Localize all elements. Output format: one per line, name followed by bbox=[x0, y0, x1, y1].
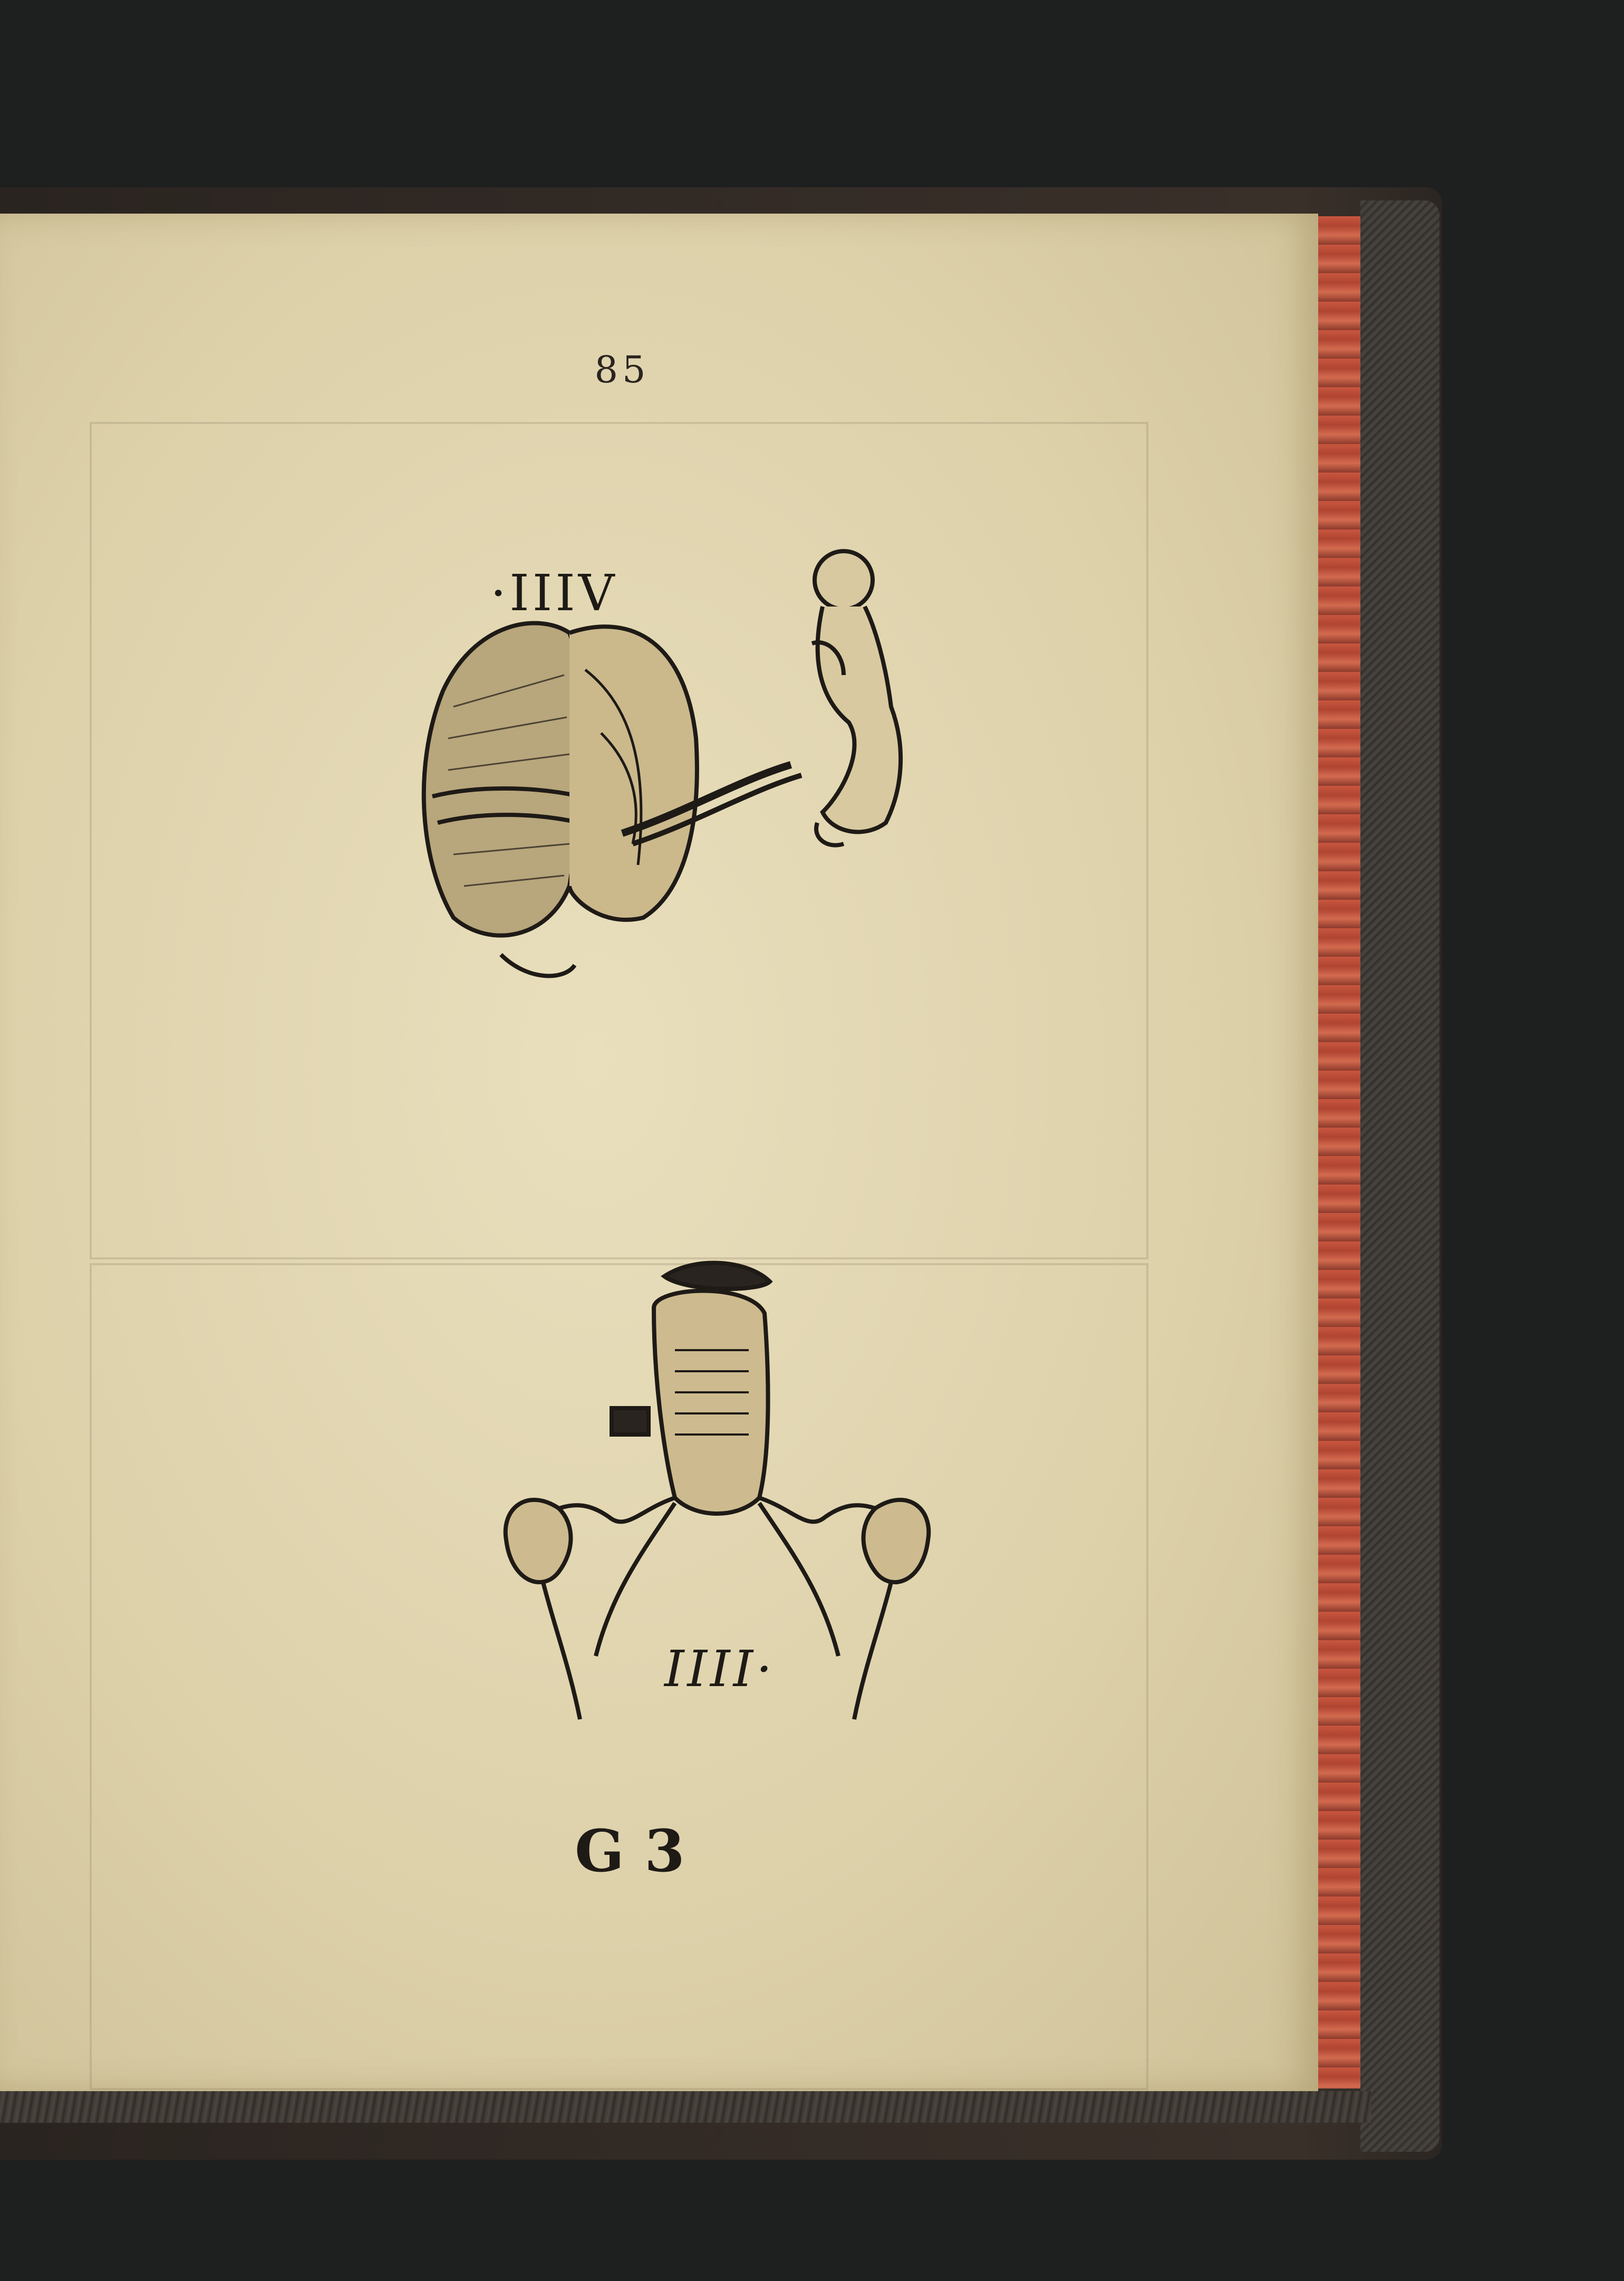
book-bottom-edge bbox=[0, 2091, 1371, 2123]
book-spine bbox=[1360, 200, 1439, 2152]
figure-label-top: ·IIIV bbox=[490, 564, 618, 622]
page-edge bbox=[1318, 216, 1360, 2088]
signature-mark: G 3 bbox=[575, 1817, 685, 1885]
placenta-fetus-woodcut bbox=[411, 548, 991, 1013]
page-number: 85 bbox=[594, 348, 650, 391]
figure-label-bottom: IIII· bbox=[664, 1640, 776, 1698]
uterus-ovaries-woodcut bbox=[453, 1255, 960, 1730]
